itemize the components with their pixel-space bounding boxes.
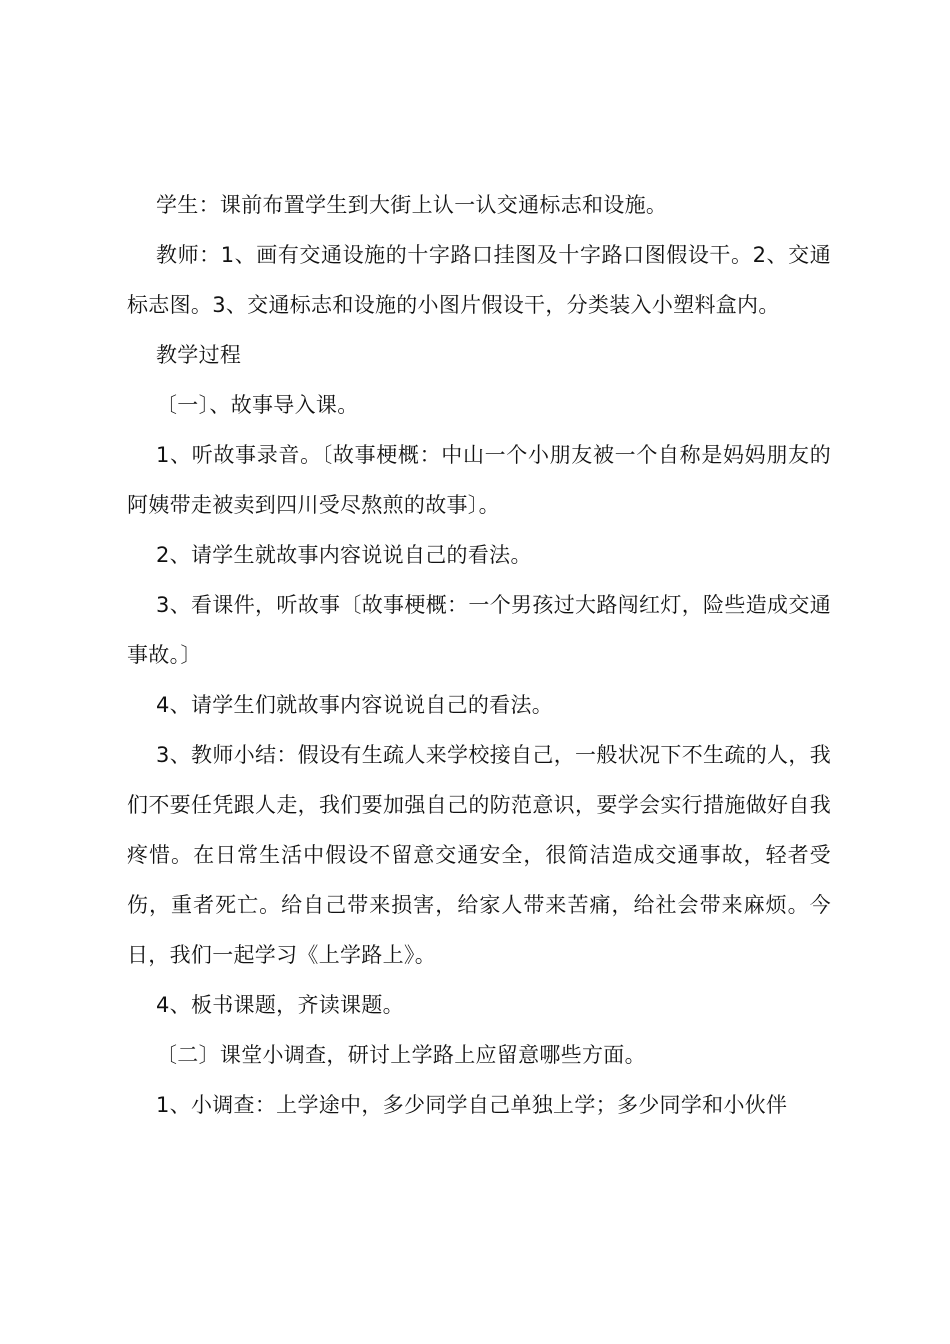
paragraph-discuss-story: 2、请学生就故事内容说说自己的看法。 [156,543,532,567]
document-body [127,180,831,1130]
paragraph-watch-courseware: 3、看课件，听故事〔故事梗概：一个男孩过大路闯红灯，险些造成交通事故。〕 [127,593,831,667]
paragraph-materials-teacher: 教师：1、画有交通设施的十字路口挂图及十字路口图假设干。2、交通标志图。3、交通标志和设施的小图片假设干，分类装入小塑料盒内。 [127,243,831,317]
section-heading-teaching-process: 教学过程 [156,343,242,367]
paragraph-teacher-summary: 3、教师小结：假设有生疏人来学校接自己，一般状况下不生疏的人，我们不要任凭跟人走，我们要加强自己的防范意识，要学会实行措施做好自我疼惜。在日常生活中假设不留意交通安全，很简洁造成交通事故，轻者受伤，重者死亡。给自己带来损害，给家人带来苦痛，给社会带来麻烦。今日，我们一起学习《上学路上》。 [127,743,831,967]
paragraph-write-title: 4、板书课题，齐读课题。 [156,993,404,1017]
paragraph-materials-students: 学生：课前布置学生到大街上认一认交通标志和设施。 [156,193,668,217]
paragraph-discuss-story-2: 4、请学生们就故事内容说说自己的看法。 [156,693,554,717]
paragraph-survey: 1、小调查：上学途中，多少同学自己单独上学；多少同学和小伙伴 [156,1093,788,1117]
paragraph-listen-story: 1、听故事录音。〔故事梗概：中山一个小朋友被一个自称是妈妈朋友的阿姨带走被卖到四川受尽熬煎的故事〕。 [127,443,831,517]
section-heading-survey: 〔二〕课堂小调查，研讨上学路上应留意哪些方面。 [156,1043,646,1067]
section-heading-story-intro: 〔一〕、故事导入课。 [156,393,359,417]
